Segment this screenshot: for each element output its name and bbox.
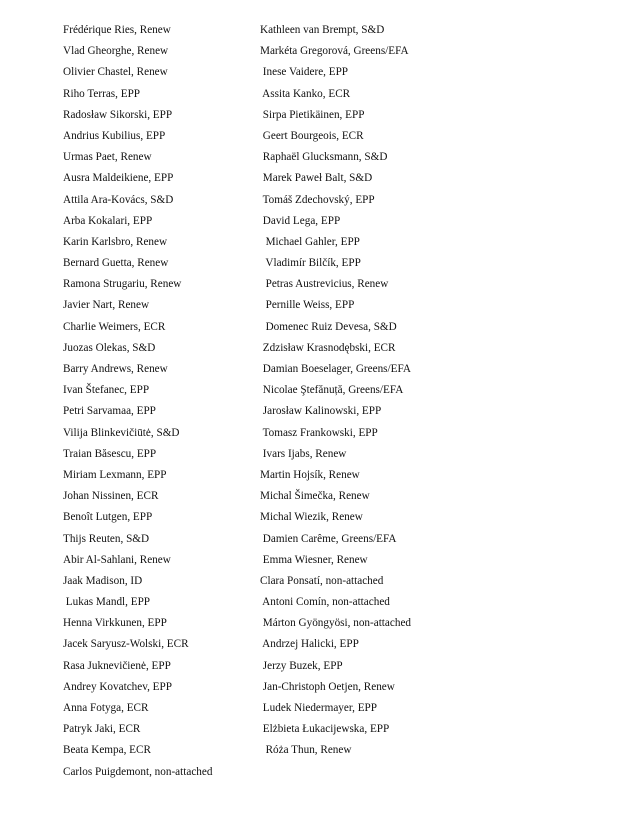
signatory-entry: Henna Virkkunen, EPP	[63, 617, 167, 630]
signatory-entry: Ausra Maldeikiene, EPP	[63, 172, 174, 185]
signatory-entry: Michal Šimečka, Renew	[260, 490, 370, 503]
signatory-entry: Petras Austrevicius, Renew	[260, 278, 389, 291]
signatory-entry: Vilija Blinkevičiūtė, S&D	[63, 426, 180, 439]
signatory-entry: Ivan Štefanec, EPP	[63, 384, 150, 397]
signatory-entry: Vladimír Bilčík, EPP	[260, 257, 361, 270]
signatory-entry: Marek Paweł Balt, S&D	[260, 172, 373, 185]
signatory-entry: Ramona Strugariu, Renew	[63, 278, 182, 291]
signatory-entry: Martin Hojsík, Renew	[260, 468, 360, 481]
signatory-entry: Carlos Puigdemont, non-attached	[63, 765, 213, 778]
signatory-entry: Pernille Weiss, EPP	[260, 299, 355, 312]
signatory-entry: Karin Karlsbro, Renew	[63, 235, 168, 248]
signatory-entry: David Lega, EPP	[260, 214, 341, 227]
signatory-entry: Michael Gahler, EPP	[260, 235, 360, 248]
signatory-entry: Elżbieta Łukacijewska, EPP	[260, 723, 390, 736]
signatory-entry: Clara Ponsatí, non-attached	[260, 574, 384, 587]
signatory-entry: Assita Kanko, ECR	[260, 87, 351, 100]
signatory-entry: Thijs Reuten, S&D	[63, 532, 150, 545]
signatory-entry: Ludek Niedermayer, EPP	[260, 702, 377, 714]
signatory-entry: Jerzy Buzek, EPP	[260, 659, 343, 672]
signatory-entry: Abir Al-Sahlani, Renew	[63, 553, 171, 566]
signatory-entry: Radosław Sikorski, EPP	[63, 108, 173, 121]
signatory-entry: Emma Wiesner, Renew	[260, 553, 368, 566]
signatory-entry: Inese Vaidere, EPP	[260, 66, 349, 79]
signatory-entry: Benoît Lutgen, EPP	[63, 511, 153, 524]
signatory-entry: Nicolae Ştefănuță, Greens/EFA	[260, 384, 404, 397]
signatory-entry: Geert Bourgeois, ECR	[260, 129, 364, 142]
signatory-entry: Anna Fotyga, ECR	[63, 702, 149, 714]
signatory-entry: Zdzisław Krasnodębski, ECR	[260, 341, 396, 354]
signatory-entry: Róża Thun, Renew	[260, 744, 352, 757]
signatory-entry: Traian Băsescu, EPP	[63, 447, 157, 460]
signatory-entry: Tomasz Frankowski, EPP	[260, 426, 378, 439]
signatory-entry: Andrey Kovatchev, EPP	[63, 680, 172, 693]
signatory-entry: Kathleen van Brempt, S&D	[260, 24, 385, 36]
signatory-entry: Olivier Chastel, Renew	[63, 66, 168, 79]
signatory-entry: Tomáš Zdechovský, EPP	[260, 193, 375, 206]
signatory-entry: Rasa Juknevičienė, EPP	[63, 659, 171, 672]
signatory-entry: Ivars Ijabs, Renew	[260, 447, 347, 460]
signatory-entry: Attila Ara-Kovács, S&D	[63, 193, 174, 206]
signatory-entry: Patryk Jaki, ECR	[63, 723, 141, 736]
signatory-entry: Arba Kokalari, EPP	[63, 214, 153, 227]
signatory-entry: Jaak Madison, ID	[63, 574, 143, 587]
signatory-entry: Riho Terras, EPP	[63, 87, 141, 100]
signatory-entry: Antoni Comín, non-attached	[260, 596, 390, 609]
signatory-entry: Juozas Olekas, S&D	[63, 341, 156, 354]
signatory-entry: Johan Nissinen, ECR	[63, 490, 159, 503]
signatories-left-column	[63, 20, 212, 783]
signatory-entry: Jarosław Kalinowski, EPP	[260, 405, 382, 418]
signatory-entry: Andrzej Halicki, EPP	[260, 638, 359, 651]
signatory-entry: Vlad Gheorghe, Renew	[63, 45, 169, 58]
signatories-right-column	[260, 20, 411, 762]
signatory-entry: Urmas Paet, Renew	[63, 151, 152, 164]
signatory-entry: Michal Wiezik, Renew	[260, 511, 363, 524]
signatory-entry: Márton Gyöngyösi, non-attached	[260, 617, 411, 630]
signatory-entry: Domenec Ruiz Devesa, S&D	[260, 320, 397, 333]
signatory-entry: Miriam Lexmann, EPP	[63, 468, 167, 481]
signatory-entry: Beata Kempa, ECR	[63, 744, 151, 757]
signatory-entry: Charlie Weimers, ECR	[63, 320, 166, 333]
signatory-entry: Petri Sarvamaa, EPP	[63, 405, 156, 418]
signatory-entry: Jacek Saryusz-Wolski, ECR	[63, 638, 189, 651]
signatory-entry: Andrius Kubilius, EPP	[63, 129, 166, 142]
signatory-entry: Damien Carême, Greens/EFA	[260, 532, 397, 545]
signatory-entry: Lukas Mandl, EPP	[63, 596, 151, 609]
signatory-entry: Barry Andrews, Renew	[63, 363, 168, 375]
signatory-entry: Jan-Christoph Oetjen, Renew	[260, 680, 395, 693]
signatory-entry: Sirpa Pietikäinen, EPP	[260, 108, 365, 121]
signatory-entry: Javier Nart, Renew	[63, 299, 150, 312]
signatory-entry: Markéta Gregorová, Greens/EFA	[260, 45, 409, 58]
signatory-entry: Raphaël Glucksmann, S&D	[260, 151, 388, 164]
signatory-entry: Damian Boeselager, Greens/EFA	[260, 363, 411, 375]
signatory-entry: Bernard Guetta, Renew	[63, 257, 169, 270]
signatory-entry: Frédérique Ries, Renew	[63, 24, 171, 36]
